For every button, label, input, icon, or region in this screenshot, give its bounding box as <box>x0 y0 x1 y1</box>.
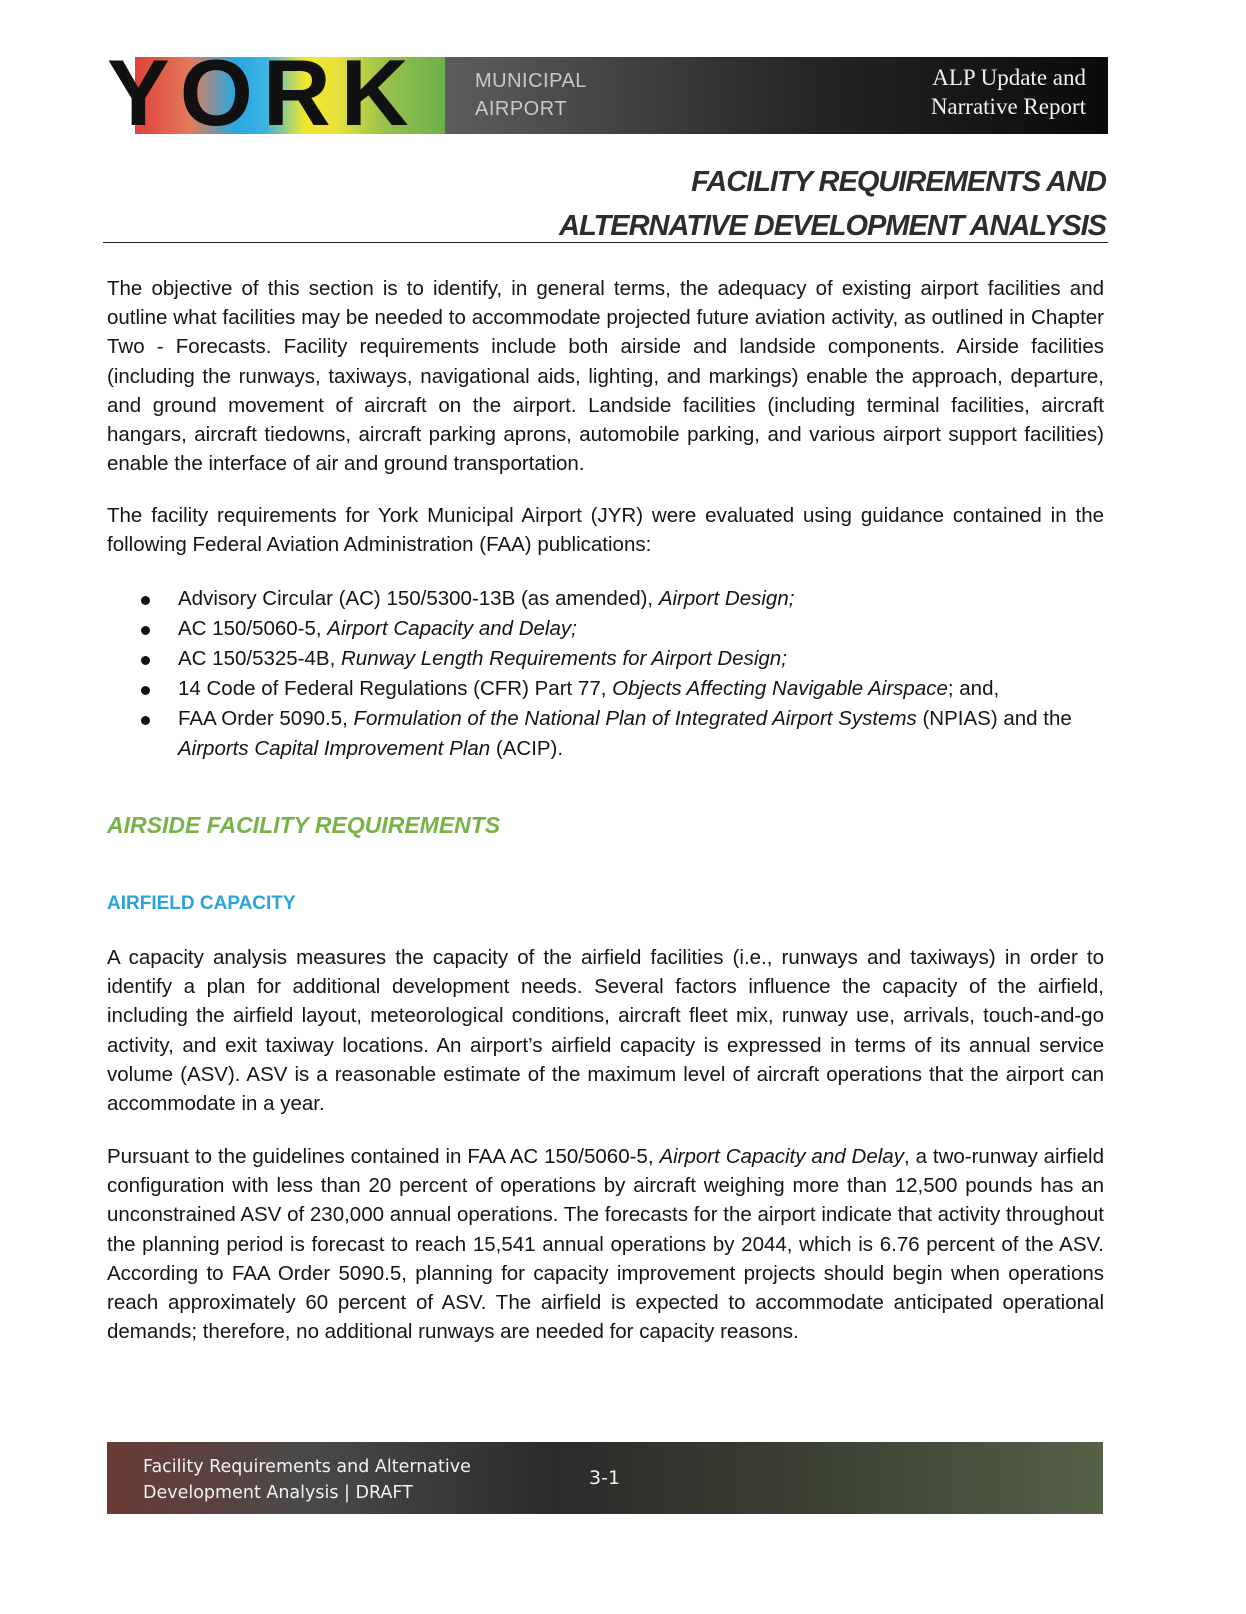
logo-subtitle <box>475 67 587 123</box>
intro-paragraph-1: The objective of this section is to identify, in general terms, the adequacy of existing airport facilities and outline what facilities may be needed to accommodate projected future aviation activity, as outlined in Chapter Two - Forecasts. Facility requirements include both airside and landside components. Airside facilities (including the runways, taxiways, navigational aids, lighting, and markings) enable the approach, departure, and ground movement of aircraft on the airport. Landside facilities (including terminal facilities, aircraft hangars, aircraft tiedowns, aircraft parking aprons, automobile parking, and various airport support facilities) enable the interface of air and ground transportation. <box>107 277 1104 476</box>
list-item: AC 150/5325-4B, Runway Length Requirements for Airport Design; <box>107 644 1104 674</box>
list-item: Advisory Circular (AC) 150/5300-13B (as amended), Airport Design; <box>107 584 1104 614</box>
page-title <box>559 160 1106 248</box>
footer-title-line2: Development Analysis | DRAFT <box>143 1483 413 1503</box>
publications-list <box>107 584 1104 764</box>
capacity-paragraph-2: Pursuant to the guidelines contained in FAA AC 150/5060-5, Airport Capacity and Delay, a two-runway airfield configuration with less than 20 percent of operations by aircraft weighing more than 12,500 pounds has an unconstrained ASV of 230,000 annual operations. The forecasts for the airport indicate that activity throughout the planning period is forecast to reach 15,541 annual operations by 2044, which is 6.76 percent of the ASV. According to FAA Order 5090.5, planning for capacity improvement projects should begin when operations reach approximately 60 percent of ASV. The airfield is expected to accommodate anticipated operational demands; therefore, no additional runways are needed for capacity reasons. <box>107 1145 1104 1344</box>
logo-subtitle-line2: AIRPORT <box>475 98 568 120</box>
section-heading: AIRSIDE FACILITY REQUIREMENTS <box>107 812 501 838</box>
page-number: 3-1 <box>589 1467 621 1489</box>
intro-paragraph-2: The facility requirements for York Municipal Airport (JYR) were evaluated using guidance contained in the following Federal Aviation Administration (FAA) publications: <box>107 504 1104 557</box>
subsection-heading: AIRFIELD CAPACITY <box>107 893 296 914</box>
page-title-line2: ALTERNATIVE DEVELOPMENT ANALYSIS <box>559 210 1106 242</box>
capacity-paragraph-1: A capacity analysis measures the capacity of the airfield facilities (i.e., runways and taxiways) in order to identify a plan for additional development needs. Several factors influence the capacity of the airfield, including the airfield layout, meteorological conditions, aircraft fleet mix, runway use, arrivals, touch-and-go activity, and exit taxiway locations. An airport’s airfield capacity is expressed in terms of its annual service volume (ASV). ASV is a reasonable estimate of the maximum level of aircraft operations that the airport can accommodate in a year. <box>107 946 1104 1116</box>
logo-subtitle-line1: MUNICIPAL <box>475 70 587 92</box>
bullet-icon <box>141 686 150 695</box>
document-label <box>931 63 1086 121</box>
page-header <box>107 40 1108 145</box>
bullet-icon <box>141 626 150 635</box>
document-label-line1: ALP Update and <box>932 65 1086 90</box>
footer-title-line1: Facility Requirements and Alternative <box>143 1457 471 1477</box>
page-title-line1: FACILITY REQUIREMENTS AND <box>691 166 1106 198</box>
logo-wordmark: YORK <box>107 40 419 145</box>
document-label-line2: Narrative Report <box>930 94 1086 119</box>
bullet-icon <box>141 716 150 725</box>
list-item: AC 150/5060-5, Airport Capacity and Delay; <box>107 614 1104 644</box>
footer-title <box>143 1454 471 1506</box>
list-item: 14 Code of Federal Regulations (CFR) Part 77, Objects Affecting Navigable Airspace; and, <box>107 674 1104 704</box>
page-footer <box>107 1442 1103 1514</box>
york-logo <box>107 40 419 145</box>
bullet-icon <box>141 656 150 665</box>
list-item: FAA Order 5090.5, Formulation of the National Plan of Integrated Airport Systems (NPIAS) and the Airports Capital Improvement Plan (ACIP). <box>107 704 1104 764</box>
bullet-icon <box>141 596 150 605</box>
title-divider <box>103 242 1108 243</box>
